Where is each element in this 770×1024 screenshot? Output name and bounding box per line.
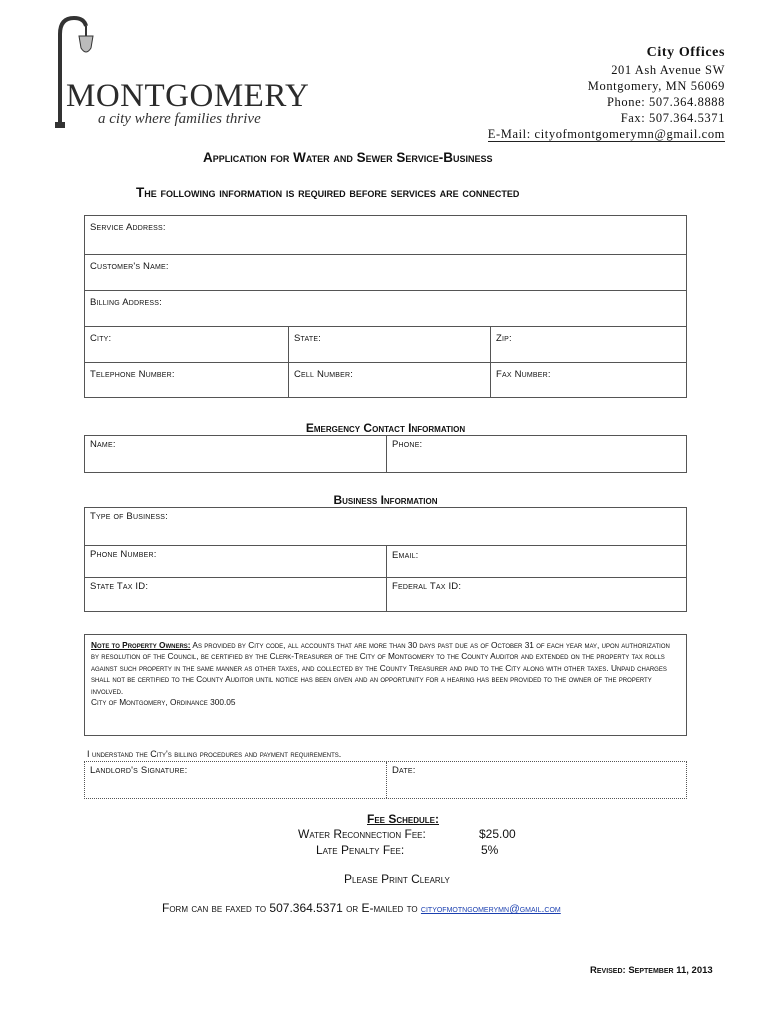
city-field[interactable] — [85, 327, 288, 362]
customer-name-label: Customer's Name: — [90, 261, 169, 272]
state-tax-label: State Tax ID: — [90, 581, 149, 592]
reconnection-fee-value: $25.00 — [479, 827, 516, 841]
note-label: Note to Property Owners: — [91, 640, 191, 650]
revised-label: Revised: — [590, 965, 626, 976]
emergency-row — [85, 436, 686, 472]
business-heading: Business Information — [333, 493, 438, 507]
page-subtitle: The following information is required before services are connected — [136, 185, 520, 200]
page-title: Application for Water and Sewer Service-Business — [203, 150, 493, 165]
contact-address: 201 Ash Avenue SW — [611, 63, 725, 77]
emergency-box — [84, 435, 687, 473]
fax-field[interactable] — [490, 363, 686, 397]
logo-tagline: a city where families thrive — [98, 111, 261, 127]
business-phone-field[interactable] — [85, 546, 386, 577]
business-email-field[interactable] — [386, 546, 686, 577]
contact-heading: City Offices — [646, 45, 725, 60]
fax-label: Fax Number: — [496, 369, 551, 380]
telephone-label: Telephone Number: — [90, 369, 175, 380]
landlord-signature-label: Landlord's Signature: — [90, 765, 188, 776]
contact-block — [488, 44, 725, 142]
note-body: As provided by City code, all accounts that are more than 30 days past due as of October 31 of each year may, upon authorization by resolution of the Council, be certified by the Clerk-Treasurer of the City of Montgomery to the County Auditor and extended on the property tax rolls against such property in the same manner as other taxes, and collected by the County Treasurer and paid to the City along with other taxes. Unpaid charges shall not be certified to the County Auditor until notice has been given and an opportunity for a hearing has been provided to the owner of the property involved. — [91, 640, 670, 696]
state-field[interactable] — [288, 327, 490, 362]
city-state-zip-row — [85, 327, 686, 363]
submission-notice-text: Form can be faxed to 507.364.5371 or E-mailed to — [162, 901, 421, 915]
note-ordinance: City of Montgomery, Ordinance 300.05 — [91, 697, 236, 708]
signature-date-label: Date: — [392, 765, 416, 776]
late-fee-value: 5% — [481, 843, 499, 857]
business-box — [84, 507, 687, 612]
logo-wordmark: MONTGOMERY — [66, 78, 310, 114]
billing-address-row[interactable] — [85, 291, 686, 327]
telephone-field[interactable] — [85, 363, 288, 397]
business-tax-row — [85, 578, 686, 611]
contact-fax: Fax: 507.364.5371 — [620, 111, 725, 125]
acknowledge-text: I understand the City's billing procedures and payment requirements. — [87, 749, 342, 759]
revised-date: September 11, 2013 — [628, 965, 713, 976]
federal-tax-field[interactable] — [386, 578, 686, 611]
state-tax-field[interactable] — [85, 578, 386, 611]
property-owner-note — [84, 634, 687, 736]
landlord-signature-field[interactable] — [85, 762, 386, 798]
reconnection-fee-label: Water Reconnection Fee: — [298, 827, 426, 841]
business-type-label: Type of Business: — [90, 511, 168, 522]
emergency-phone-label: Phone: — [392, 439, 423, 450]
cell-label: Cell Number: — [294, 369, 354, 380]
revision-note — [590, 965, 713, 976]
service-address-label: Service Address: — [90, 222, 166, 233]
signature-date-field[interactable] — [386, 762, 686, 798]
customer-name-row[interactable] — [85, 255, 686, 291]
federal-tax-label: Federal Tax ID: — [392, 581, 462, 592]
contact-email: E-Mail: cityofmontgomerymn@gmail.com — [487, 127, 725, 141]
emergency-name-field[interactable] — [85, 436, 386, 472]
cell-field[interactable] — [288, 363, 490, 397]
zip-label: Zip: — [496, 333, 512, 344]
business-phone-label: Phone Number: — [90, 549, 157, 560]
signature-box — [84, 761, 687, 799]
late-fee-label: Late Penalty Fee: — [316, 843, 405, 857]
service-info-box — [84, 215, 687, 398]
submission-notice — [162, 901, 561, 915]
billing-address-label: Billing Address: — [90, 297, 162, 308]
business-type-row[interactable] — [85, 508, 686, 546]
print-clearly-notice: Please Print Clearly — [344, 872, 450, 886]
business-email-label: Email: — [392, 550, 419, 561]
contact-city-line: Montgomery, MN 56069 — [587, 79, 725, 93]
zip-field[interactable] — [490, 327, 686, 362]
business-contact-row — [85, 546, 686, 578]
submission-email-link[interactable]: cityofmotngomerymn@gmail.com — [420, 903, 561, 915]
emergency-phone-field[interactable] — [386, 436, 686, 472]
emergency-name-label: Name: — [90, 439, 116, 450]
contact-phone: Phone: 507.364.8888 — [607, 95, 725, 109]
phone-numbers-row — [85, 363, 686, 397]
state-label: State: — [294, 333, 322, 344]
emergency-heading: Emergency Contact Information — [305, 421, 466, 435]
city-label: City: — [90, 333, 112, 344]
service-address-row[interactable] — [85, 216, 686, 255]
fee-schedule-heading: Fee Schedule: — [367, 812, 440, 826]
